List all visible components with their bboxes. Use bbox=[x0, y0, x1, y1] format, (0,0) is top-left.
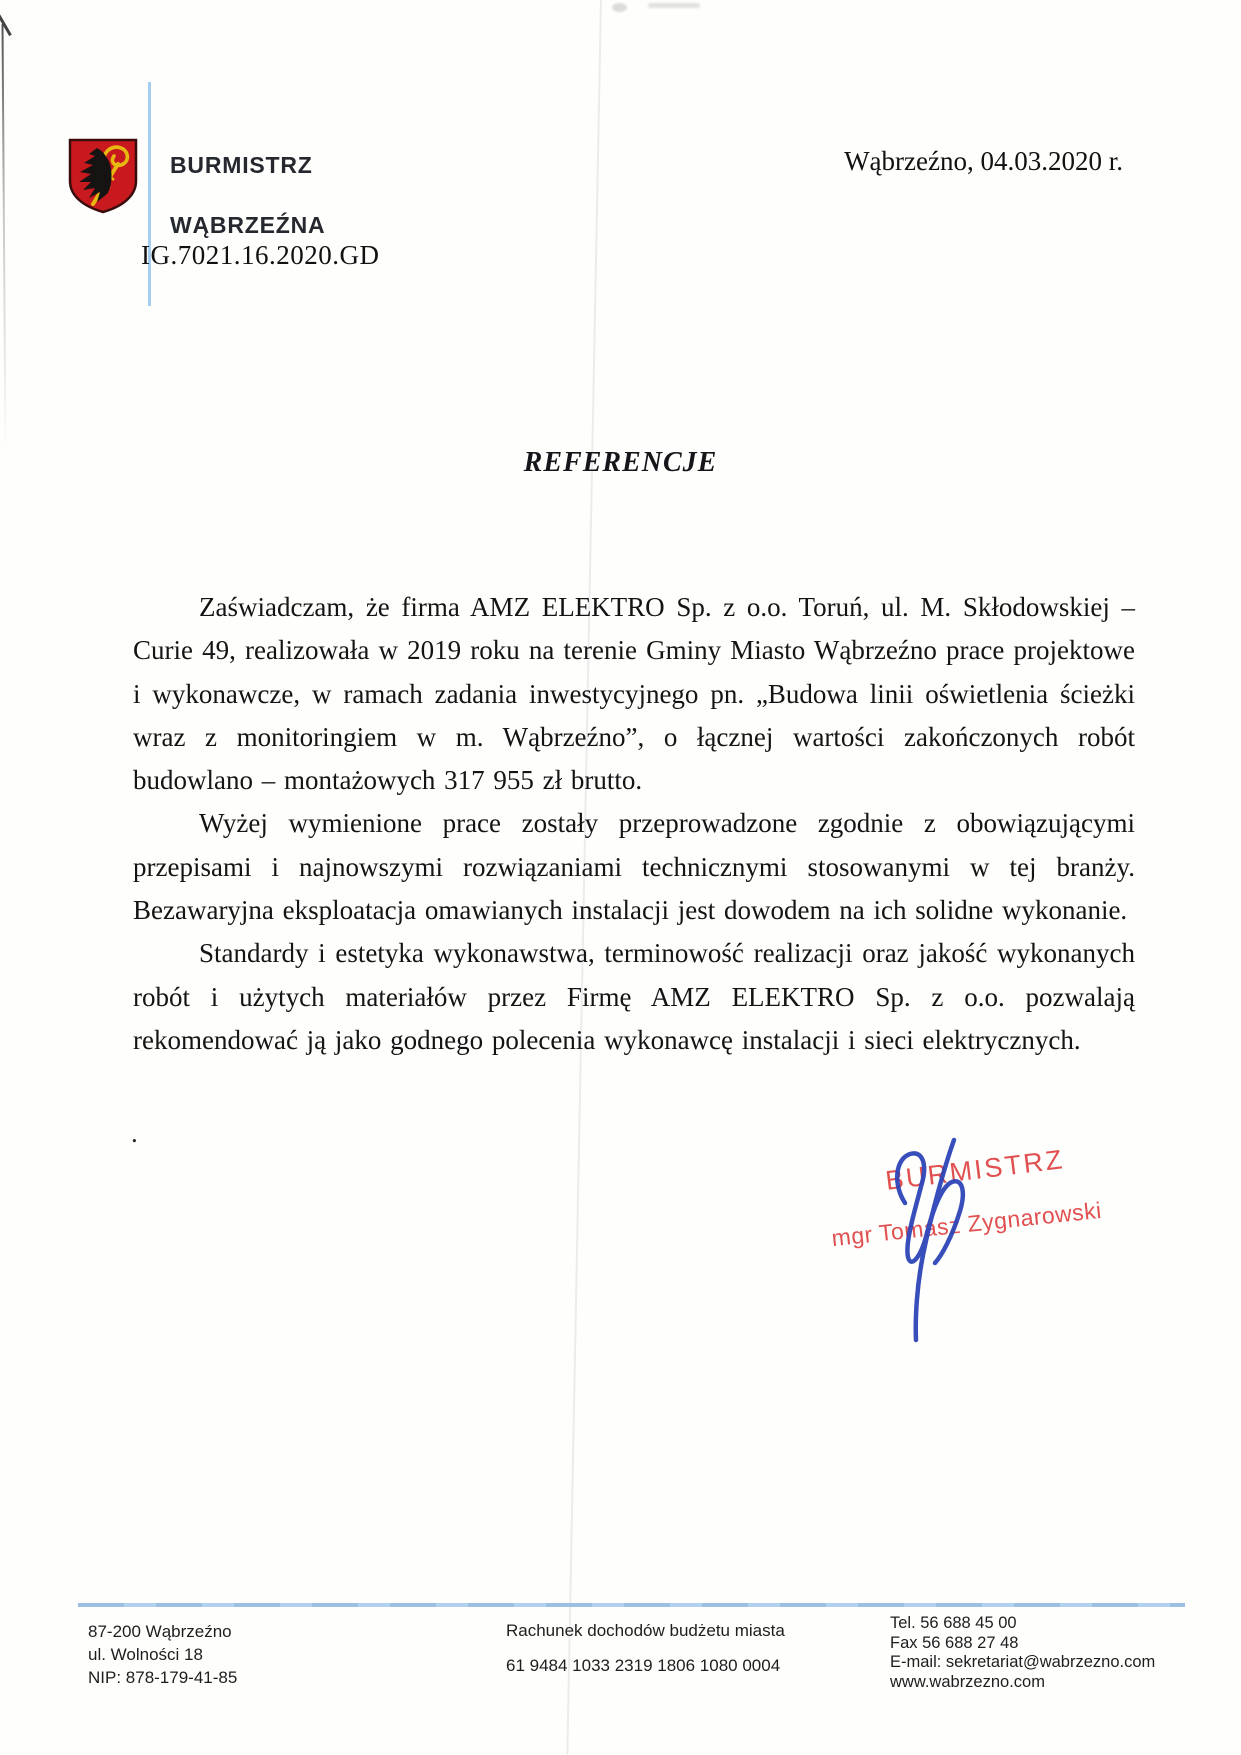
stray-period-mark: . bbox=[131, 1118, 138, 1148]
handwritten-pen-signature-icon bbox=[745, 1125, 1105, 1365]
footer-bank-account bbox=[506, 1621, 785, 1676]
org-name-line2: WĄBRZEŹNA bbox=[170, 212, 326, 238]
bank-account-number: 61 9484 1033 2319 1806 1080 0004 bbox=[506, 1656, 781, 1675]
footer-email: E-mail: sekretariat@wabrzezno.com bbox=[890, 1653, 1156, 1671]
org-name-line1: BURMISTRZ bbox=[170, 152, 313, 178]
body-paragraph-2: Wyżej wymienione prace zostały przeprowadzone zgodnie z obowiązującymi przepisami i najnowszymi rozwiązaniami technicznymi stosowanymi w tej branży. Bezawaryjna eksploatacja omawianych instalacji jest dowodem na ich solidne wykonanie. bbox=[133, 808, 1135, 926]
stamp-signer-name: mgr Tomasz Zygnarowski bbox=[830, 1196, 1103, 1252]
signature-block bbox=[745, 1125, 1105, 1365]
footer-tel: Tel. 56 688 45 00 bbox=[890, 1614, 1017, 1632]
footer-nip: NIP: 878-179-41-85 bbox=[88, 1668, 238, 1687]
footer-www: www.wabrzezno.com bbox=[890, 1672, 1045, 1691]
scan-smudge bbox=[612, 3, 627, 12]
stamp-title: BURMISTRZ bbox=[883, 1144, 1067, 1196]
bank-account-label: Rachunek dochodów budżetu miasta bbox=[506, 1621, 785, 1640]
footer-address bbox=[88, 1620, 237, 1689]
reference-number: IG.7021.16.2020.GD bbox=[141, 240, 380, 270]
body-paragraph-1: Zaświadczam, że firma AMZ ELEKTRO Sp. z o.o. Toruń, ul. M. Skłodowskiej – Curie 49, realizowała w 2019 roku na terenie Gminy Miasto Wąbrzeźno prace projektowe i wykonawcze, w ramach zadania inwestycyjnego pn. „Budowa linii oświetlenia ścieżki wraz z monitoringiem w m. Wąbrzeźno”, o łącznej wartości zakończonych robót budowlano – montażowych 317 955 zł brutto. bbox=[133, 592, 1135, 796]
footer-postal-city: 87-200 Wąbrzeźno bbox=[88, 1622, 232, 1641]
wabrzezno-coat-of-arms-icon bbox=[66, 137, 140, 215]
scan-edge-artifact bbox=[1, 24, 6, 454]
place-and-date: Wąbrzeźno, 04.03.2020 r. bbox=[844, 146, 1123, 176]
footer-divider-line bbox=[78, 1603, 1185, 1607]
footer-fax: Fax 56 688 27 48 bbox=[890, 1633, 1019, 1652]
body-paragraph-3: Standardy i estetyka wykonawstwa, terminowość realizacji oraz jakość wykonanych robót i użytych materiałów przez Firmę AMZ ELEKTRO Sp. z o.o. pozwalają rekomendować ją jako godnego polecenia wykonawcę instalacji i sieci elektrycznych. bbox=[133, 938, 1135, 1055]
footer-street: ul. Wolności 18 bbox=[88, 1645, 203, 1664]
document-title: REFERENCJE bbox=[523, 447, 718, 478]
letterhead-divider-line bbox=[148, 82, 151, 306]
letterhead-org-name bbox=[170, 150, 325, 240]
letter-body bbox=[133, 586, 1135, 1062]
footer-contact bbox=[890, 1614, 1155, 1692]
scan-smudge bbox=[648, 3, 700, 8]
